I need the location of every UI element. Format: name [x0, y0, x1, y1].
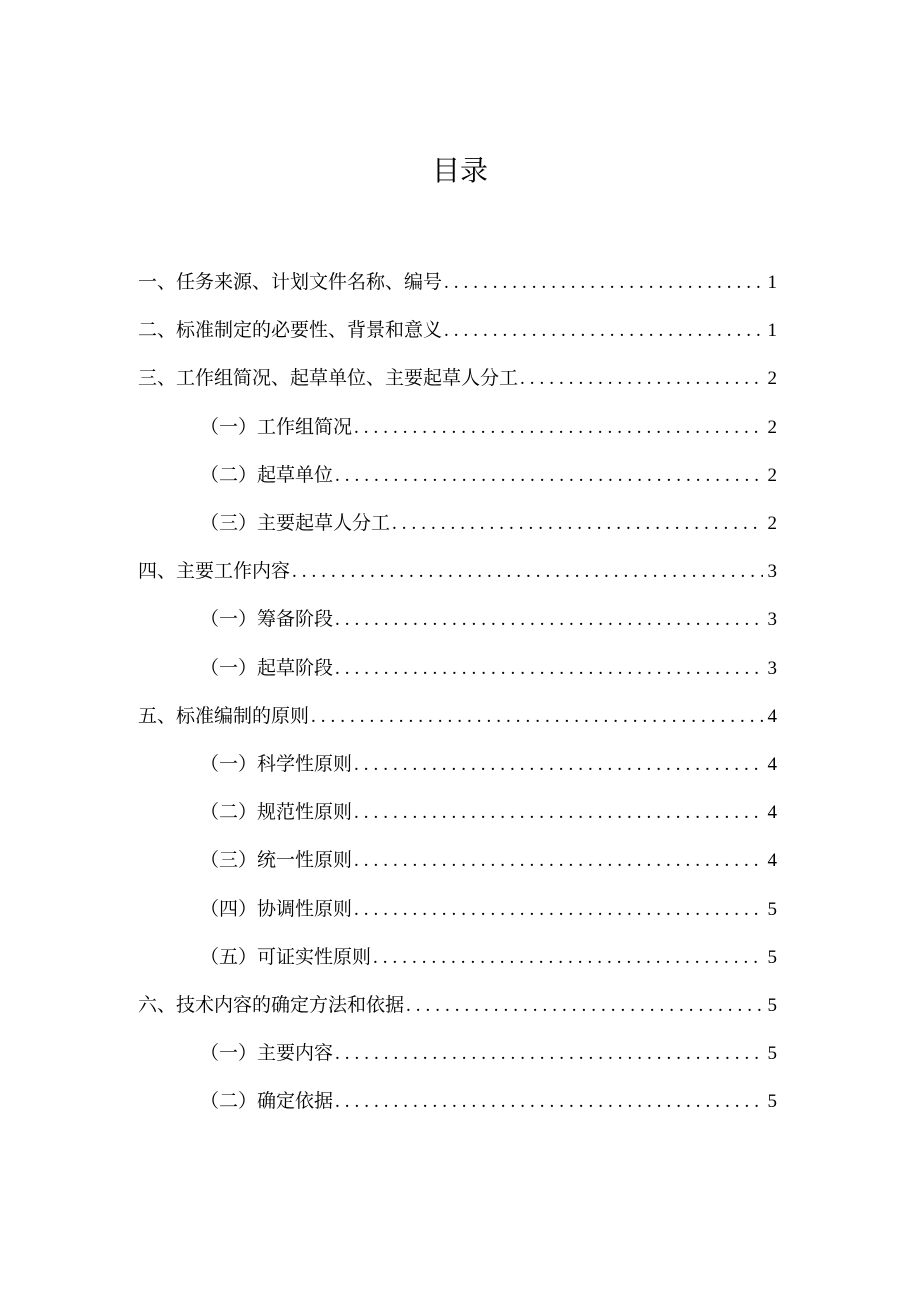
toc-dot-leader [354, 845, 763, 877]
toc-entry-label: 六、技术内容的确定方法和依据 [138, 994, 405, 1016]
toc-page-number: 2 [767, 464, 777, 486]
toc-subsection-entry[interactable] [200, 459, 777, 491]
toc-section-entry[interactable] [138, 314, 777, 346]
toc-subsection-entry[interactable] [200, 941, 777, 973]
toc-entry-label: （五）可证实性原则 [200, 945, 372, 968]
toc-entry-label: （三）主要起草人分工 [200, 512, 391, 534]
toc-subsection-entry[interactable] [200, 603, 777, 635]
toc-section-entry[interactable] [138, 989, 777, 1021]
toc-dot-leader [335, 460, 763, 492]
toc-dot-leader [354, 797, 763, 829]
toc-page-number: 2 [767, 368, 777, 390]
toc-page-number: 4 [767, 705, 777, 727]
toc-subsection-entry[interactable] [200, 796, 777, 828]
toc-subsection-entry[interactable] [200, 411, 777, 443]
toc-entry-label: （一）主要内容 [200, 1042, 334, 1065]
toc-dot-leader [292, 556, 763, 588]
toc-entry-label: （三）统一性原则 [200, 849, 353, 872]
toc-dot-leader [335, 1038, 763, 1070]
toc-dot-leader [520, 363, 763, 395]
toc-dot-leader [373, 942, 763, 974]
toc-subsection-entry[interactable] [200, 844, 777, 876]
toc-dot-leader [392, 508, 763, 540]
toc-page-number: 5 [767, 898, 777, 920]
toc-entry-label: （二）确定依据 [200, 1090, 334, 1113]
toc-dot-leader [406, 990, 763, 1022]
toc-page-number: 5 [767, 995, 777, 1016]
toc-entry-label: （二）规范性原则 [200, 801, 353, 824]
toc-dot-leader [354, 412, 763, 444]
toc-entry-label: 三、工作组简况、起草单位、主要起草人分工 [138, 367, 519, 390]
toc-entry-label: （一）工作组简况 [200, 415, 353, 438]
toc-page-number: 1 [767, 272, 777, 293]
toc-section-entry[interactable] [138, 555, 777, 587]
toc-section-entry[interactable] [138, 362, 777, 394]
toc-subsection-entry[interactable] [200, 507, 777, 539]
toc-section-entry[interactable] [138, 266, 777, 298]
toc-dot-leader [335, 653, 763, 685]
toc-page-number: 5 [767, 1043, 777, 1065]
toc-entry-label: 二、标准制定的必要性、背景和意义 [138, 319, 443, 342]
toc-dot-leader [444, 267, 763, 299]
toc-dot-leader [311, 701, 763, 733]
toc-subsection-entry[interactable] [200, 1037, 777, 1069]
toc-entry-label: 一、任务来源、计划文件名称、编号 [138, 271, 443, 293]
toc-dot-leader [335, 604, 763, 636]
toc-page-number: 2 [767, 416, 777, 438]
toc-page-number: 2 [767, 513, 777, 534]
toc-dot-leader [335, 1086, 763, 1118]
toc-entry-label: （一）科学性原则 [200, 753, 353, 775]
toc-entry-label: （一）起草阶段 [200, 656, 334, 679]
toc-page-number: 3 [767, 609, 777, 631]
toc-entry-label: （四）协调性原则 [200, 897, 353, 920]
toc-page-number: 4 [767, 754, 777, 775]
toc-page-number: 1 [767, 320, 777, 342]
toc-entry-label: （一）筹备阶段 [200, 608, 334, 631]
toc-page-number: 5 [767, 946, 777, 968]
toc-dot-leader [444, 315, 763, 347]
page-title: 目录 [431, 154, 488, 187]
toc-entry-label: 四、主要工作内容 [138, 560, 291, 583]
toc-page-number: 4 [767, 802, 777, 824]
toc-dot-leader [354, 894, 763, 926]
toc-entry-label: 五、标准编制的原则 [138, 704, 310, 727]
toc-subsection-entry[interactable] [200, 893, 777, 925]
toc-subsection-entry[interactable] [200, 748, 777, 780]
toc-subsection-entry[interactable] [200, 1085, 777, 1117]
toc-section-entry[interactable] [138, 700, 777, 732]
toc-dot-leader [354, 749, 763, 781]
toc-entry-label: （二）起草单位 [200, 463, 334, 486]
toc-page-number: 3 [767, 657, 777, 679]
toc-page-number: 4 [767, 850, 777, 872]
toc-subsection-entry[interactable] [200, 652, 777, 684]
toc-page-number: 5 [767, 1091, 777, 1113]
toc-page-number: 3 [767, 561, 777, 583]
